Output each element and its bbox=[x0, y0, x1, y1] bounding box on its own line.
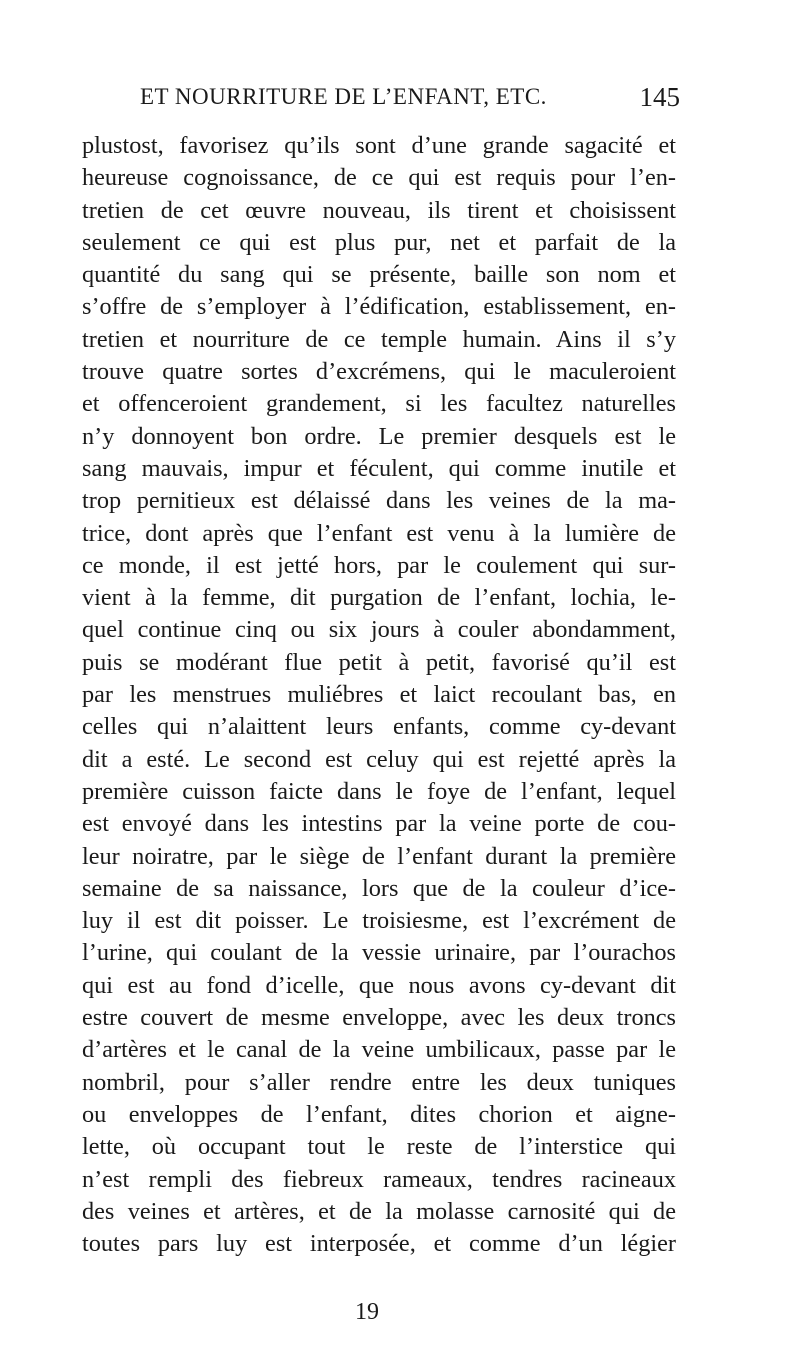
text-line: est envoyé dans les intestins par la veine porte de cou- bbox=[82, 810, 676, 838]
text-line: luy il est dit poisser. Le troisiesme, est l’excrément de bbox=[82, 907, 676, 935]
text-line: puis se modérant flue petit à petit, favorisé qu’il est bbox=[82, 648, 676, 676]
text-line: l’urine, qui coulant de la vessie urinaire, par l’ourachos bbox=[82, 939, 676, 967]
running-head bbox=[140, 84, 680, 118]
text-line: leur noiratre, par le siège de l’enfant durant la première bbox=[82, 842, 676, 870]
text-line: celles qui n’alaittent leurs enfants, comme cy-devant bbox=[82, 713, 676, 741]
body-text bbox=[82, 130, 676, 1260]
text-line: n’est rempli des fiebreux rameaux, tendres racineaux bbox=[82, 1165, 676, 1193]
page-number: 145 bbox=[639, 82, 680, 112]
text-line: et offenceroient grandement, si les facultez naturelles bbox=[82, 390, 676, 418]
text-line: quel continue cinq ou six jours à couler abondamment, bbox=[82, 616, 676, 644]
text-line: tretien et nourriture de ce temple humain. Ains il s’y bbox=[82, 325, 676, 353]
text-line: dit a esté. Le second est celuy qui est rejetté après la bbox=[82, 745, 676, 773]
text-line: tretien de cet œuvre nouveau, ils tirent et choisissent bbox=[82, 196, 676, 224]
text-line: estre couvert de mesme enveloppe, avec les deux troncs bbox=[82, 1004, 676, 1032]
running-title: ET NOURRITURE DE L’ENFANT, ETC. bbox=[140, 84, 547, 109]
text-line: ce monde, il est jetté hors, par le coulement qui sur- bbox=[82, 551, 676, 579]
signature-mark: 19 bbox=[355, 1299, 379, 1325]
text-line: semaine de sa naissance, lors que de la couleur d’ice- bbox=[82, 874, 676, 902]
text-line: toutes pars luy est interposée, et comme d’un légier bbox=[82, 1230, 676, 1258]
text-line: s’offre de s’employer à l’édification, establissement, en- bbox=[82, 293, 676, 321]
text-line: trop pernitieux est délaissé dans les veines de la ma- bbox=[82, 487, 676, 515]
text-line: d’artères et le canal de la veine umbilicaux, passe par le bbox=[82, 1036, 676, 1064]
text-line: lette, où occupant tout le reste de l’interstice qui bbox=[82, 1133, 676, 1161]
text-line: première cuisson faicte dans le foye de l’enfant, lequel bbox=[82, 777, 676, 805]
text-line: trice, dont après que l’enfant est venu à la lumière de bbox=[82, 519, 676, 547]
text-line: vient à la femme, dit purgation de l’enfant, lochia, le- bbox=[82, 584, 676, 612]
text-line: sang mauvais, impur et féculent, qui comme inutile et bbox=[82, 454, 676, 482]
text-line: seulement ce qui est plus pur, net et parfait de la bbox=[82, 228, 676, 256]
text-line: qui est au fond d’icelle, que nous avons cy-devant dit bbox=[82, 971, 676, 999]
text-line: trouve quatre sortes d’excrémens, qui le maculeroient bbox=[82, 358, 676, 386]
text-line: plustost, favorisez qu’ils sont d’une grande sagacité et bbox=[82, 132, 676, 159]
text-line: ou enveloppes de l’enfant, dites chorion et aigne- bbox=[82, 1100, 676, 1128]
text-line: par les menstrues muliébres et laict recoulant bas, en bbox=[82, 681, 676, 709]
text-line: heureuse cognoissance, de ce qui est requis pour l’en- bbox=[82, 164, 676, 192]
text-line: quantité du sang qui se présente, baille son nom et bbox=[82, 261, 676, 289]
text-line: nombril, pour s’aller rendre entre les deux tuniques bbox=[82, 1068, 676, 1096]
text-line: n’y donnoyent bon ordre. Le premier desquels est le bbox=[82, 422, 676, 450]
text-line: des veines et artères, et de la molasse carnosité qui de bbox=[82, 1197, 676, 1225]
